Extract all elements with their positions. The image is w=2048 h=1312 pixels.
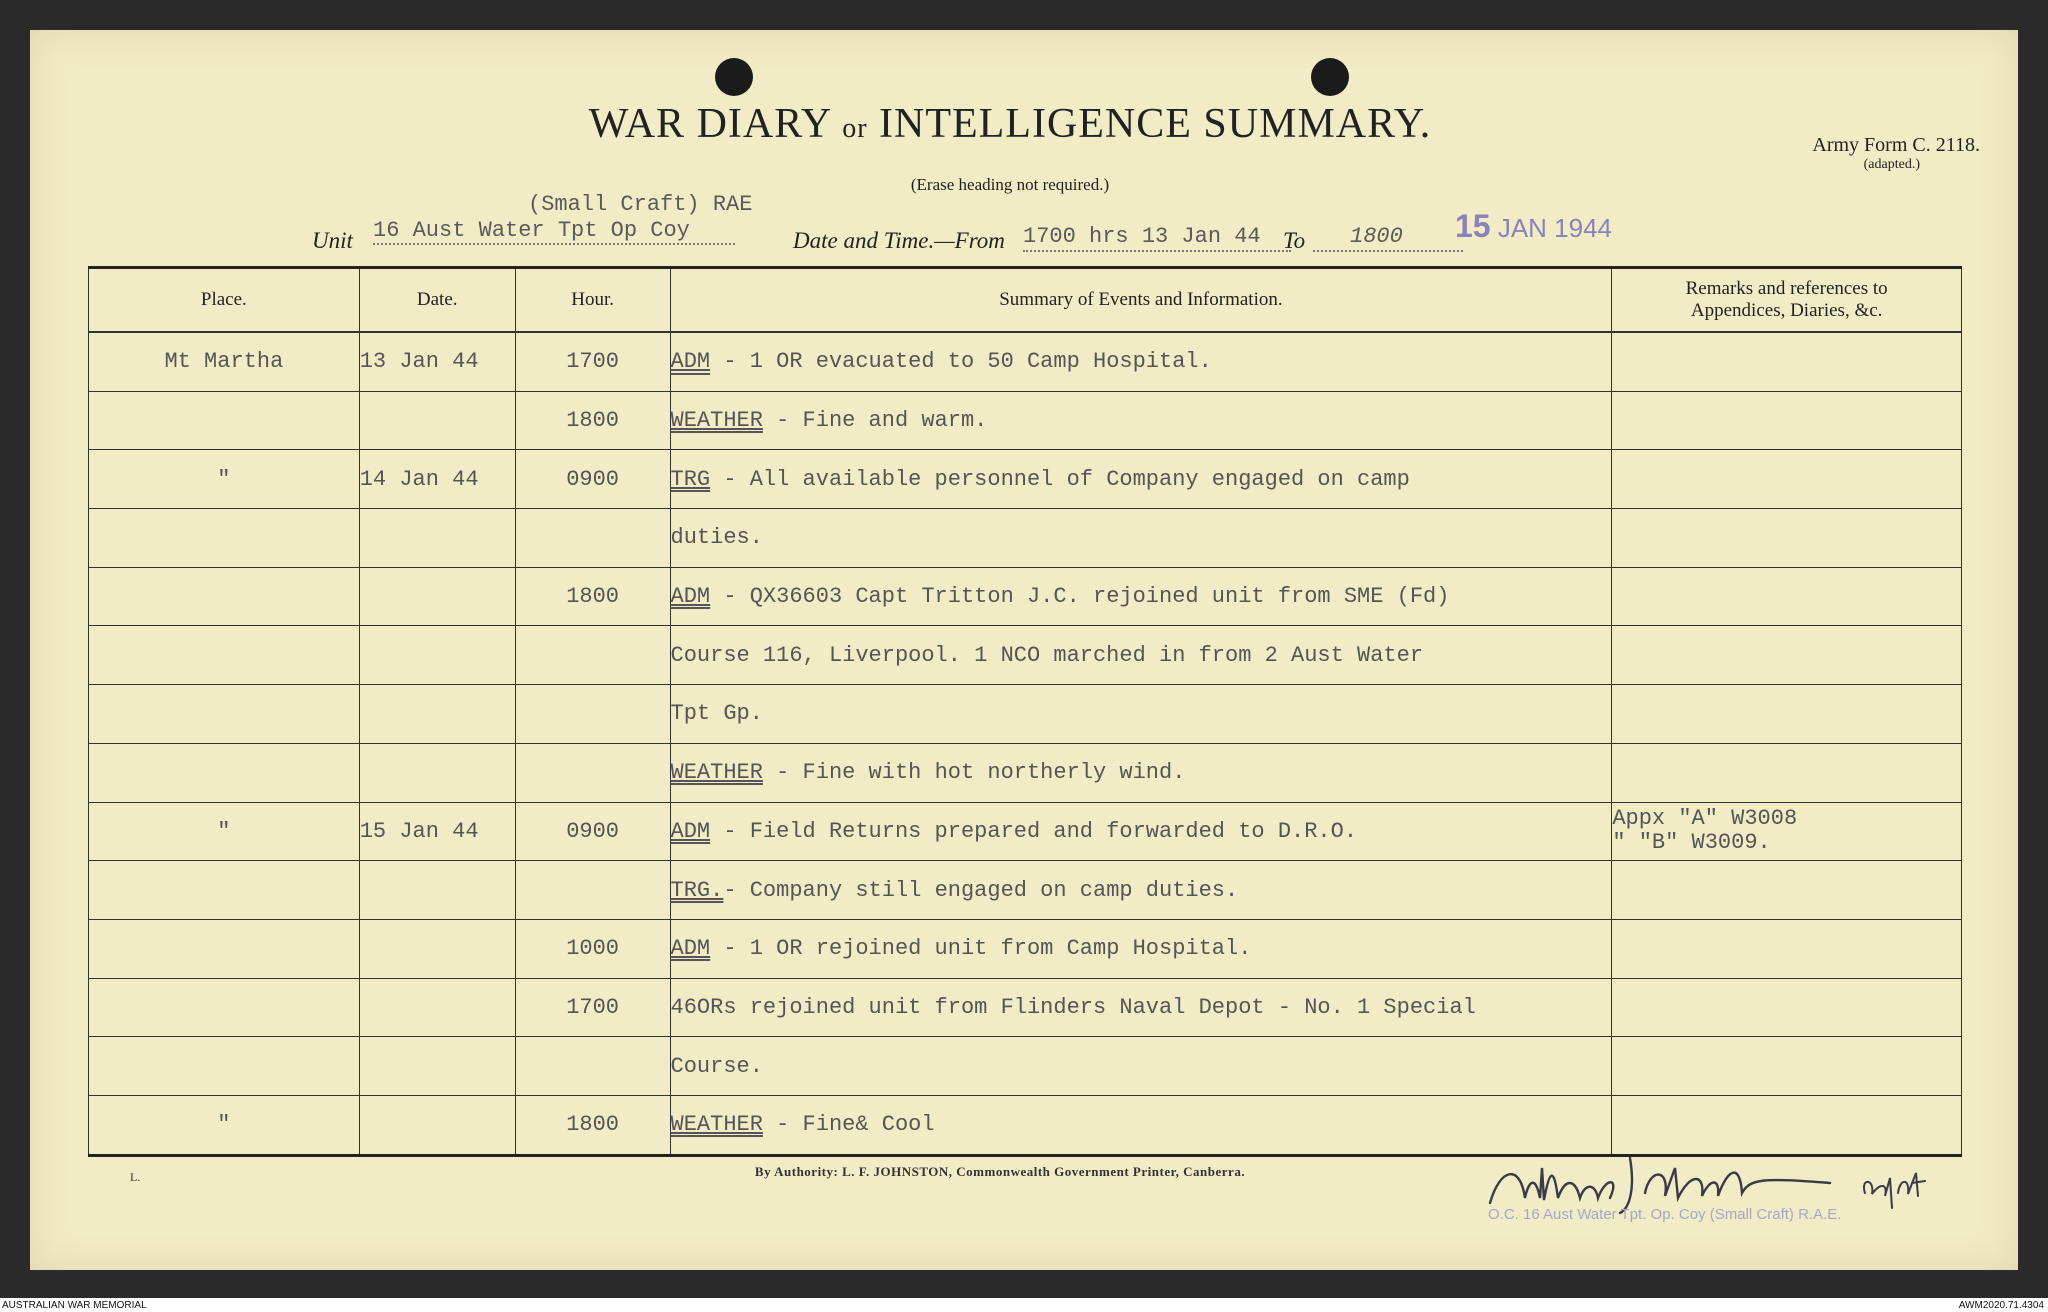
cell-place (89, 978, 360, 1037)
cell-date (359, 1037, 515, 1096)
cell-hour: 1700 (515, 978, 670, 1037)
cell-hour (515, 1037, 670, 1096)
title-war-diary: WAR DIARY (588, 101, 831, 147)
entry-text: duties. (670, 525, 763, 551)
date-stamp-month-year: JAN 1944 (1497, 213, 1613, 243)
cell-summary (670, 743, 1612, 802)
title-intelligence-summary: INTELLIGENCE SUMMARY. (879, 101, 1432, 147)
unit-label: Unit (312, 228, 353, 253)
datetime-to-label: To (1283, 228, 1306, 253)
archive-watermark: AUSTRALIAN WAR MEMORIAL (2, 1300, 147, 1311)
table-row (89, 332, 1962, 391)
punch-hole-left (715, 58, 753, 96)
cell-hour: 1800 (515, 1095, 670, 1155)
table-row (89, 509, 1962, 568)
cell-summary (670, 332, 1612, 391)
entry-text: - Field Returns prepared and forwarded to D.R.O. (710, 818, 1358, 844)
cell-date: 13 Jan 44 (359, 332, 515, 391)
entry-text: - Company still engaged on camp duties. (723, 877, 1239, 903)
cell-summary (670, 978, 1612, 1037)
col-hour-header: Hour. (515, 268, 670, 333)
table-header-row (89, 268, 1962, 333)
cell-remarks (1612, 626, 1962, 685)
entry-category: ADM (670, 818, 711, 844)
cell-remarks (1612, 450, 1962, 509)
entry-text: - Fine& Cool (762, 1112, 935, 1138)
entry-text: - All available personnel of Company engaged on camp (710, 466, 1410, 492)
cell-summary (670, 685, 1612, 744)
cell-date (359, 626, 515, 685)
entry-text: - 1 OR evacuated to 50 Camp Hospital. (710, 349, 1212, 375)
col-place-header: Place. (89, 268, 360, 333)
cell-place (89, 685, 360, 744)
cell-remarks (1612, 802, 1962, 861)
cell-place: Mt Martha (89, 332, 360, 391)
form-mark: L. (130, 1170, 141, 1184)
date-stamp (1455, 208, 1612, 245)
entry-text: - Fine and warm. (762, 408, 988, 434)
datetime-from-line (1023, 250, 1291, 252)
diary-table (88, 266, 1962, 1157)
cell-summary (670, 567, 1612, 626)
cell-remarks (1612, 919, 1962, 978)
entry-category: WEATHER (670, 1112, 763, 1138)
entry-text: - Fine with hot northerly wind. (762, 760, 1186, 786)
cell-place (89, 861, 360, 920)
cell-summary (670, 450, 1612, 509)
datetime-label: Date and Time.—From (793, 228, 1005, 253)
cell-date: 15 Jan 44 (359, 802, 515, 861)
entry-text: Course 116, Liverpool. 1 NCO marched in from 2 Aust Water (670, 642, 1424, 668)
cell-summary (670, 1095, 1612, 1155)
entry-category: WEATHER (670, 408, 763, 434)
cell-date (359, 861, 515, 920)
cell-date (359, 567, 515, 626)
unit-subtitle: (Small Craft) RAE (528, 192, 753, 217)
cell-date (359, 1095, 515, 1155)
table-row (89, 861, 1962, 920)
cell-place (89, 626, 360, 685)
cell-hour (515, 743, 670, 802)
entry-text: Tpt Gp. (670, 701, 763, 727)
entry-category: ADM (670, 936, 711, 962)
cell-place (89, 567, 360, 626)
cell-date (359, 978, 515, 1037)
cell-remarks (1612, 332, 1962, 391)
cell-place: " (89, 450, 360, 509)
col-date-header: Date. (359, 268, 515, 333)
entry-text: 46ORs rejoined unit from Flinders Naval Depot - No. 1 Special (670, 994, 1476, 1020)
unit-value: 16 Aust Water Tpt Op Coy (373, 218, 735, 245)
table-row (89, 978, 1962, 1037)
cell-date (359, 919, 515, 978)
table-row (89, 1095, 1962, 1155)
cell-remarks (1612, 685, 1962, 744)
table-row (89, 802, 1962, 861)
cell-hour: 0900 (515, 450, 670, 509)
cell-hour: 1800 (515, 567, 670, 626)
col-remarks-header (1612, 268, 1962, 333)
col-remarks-header-line1: Remarks and references to (1685, 278, 1888, 299)
datetime-to-line (1313, 250, 1463, 252)
entry-text: - 1 OR rejoined unit from Camp Hospital. (710, 936, 1252, 962)
cell-remarks (1612, 1095, 1962, 1155)
cell-date (359, 685, 515, 744)
table-row (89, 743, 1962, 802)
signature-stamp: O.C. 16 Aust Water Tpt. Op. Coy (Small Craft) R.A.E. (1488, 1206, 1842, 1223)
cell-remarks (1612, 567, 1962, 626)
cell-place: " (89, 802, 360, 861)
cell-remarks (1612, 509, 1962, 568)
archive-reference: AWM2020.71.4304 (1958, 1300, 2044, 1311)
table-row (89, 919, 1962, 978)
entry-text: Course. (670, 1053, 763, 1079)
cell-summary (670, 919, 1612, 978)
cell-place (89, 1037, 360, 1096)
army-form-label (1740, 134, 1980, 173)
cell-place (89, 391, 360, 450)
cell-hour: 1000 (515, 919, 670, 978)
entry-category: ADM (670, 584, 711, 610)
cell-remarks (1612, 978, 1962, 1037)
entry-category: WEATHER (670, 760, 763, 786)
cell-hour (515, 685, 670, 744)
cell-hour (515, 509, 670, 568)
remarks-line: " "B" W3009. (1612, 830, 1771, 856)
cell-remarks (1612, 391, 1962, 450)
cell-hour (515, 626, 670, 685)
cell-date: 14 Jan 44 (359, 450, 515, 509)
punch-hole-right (1311, 58, 1349, 96)
cell-hour: 1800 (515, 391, 670, 450)
cell-summary (670, 626, 1612, 685)
table-row (89, 567, 1962, 626)
page-subtitle: (Erase heading not required.) (910, 175, 1110, 194)
cell-place (89, 919, 360, 978)
col-remarks-header-line2: Appendices, Diaries, &c. (1690, 300, 1883, 321)
cell-summary (670, 861, 1612, 920)
cell-summary (670, 802, 1612, 861)
cell-summary (670, 509, 1612, 568)
cell-hour (515, 861, 670, 920)
printer-authority: By Authority: L. F. JOHNSTON, Commonwealth Government Printer, Canberra. (754, 1164, 1246, 1179)
entry-category: ADM (670, 349, 711, 375)
entry-category: TRG (670, 466, 711, 492)
remarks-line: Appx "A" W3008 (1612, 806, 1798, 832)
cell-hour: 1700 (515, 332, 670, 391)
table-row (89, 626, 1962, 685)
table-row (89, 685, 1962, 744)
page-title (560, 100, 1460, 148)
entry-text: - QX36603 Capt Tritton J.C. rejoined unit from SME (Fd) (710, 584, 1450, 610)
cell-date (359, 391, 515, 450)
army-form-note: (adapted.) (1863, 157, 1920, 172)
table-row (89, 450, 1962, 509)
cell-date (359, 743, 515, 802)
army-form-number: Army Form C. 2118. (1812, 134, 1980, 156)
title-or: or (842, 113, 868, 144)
cell-hour: 0900 (515, 802, 670, 861)
cell-place (89, 743, 360, 802)
table-row (89, 391, 1962, 450)
col-summary-header: Summary of Events and Information. (670, 268, 1612, 333)
cell-remarks (1612, 1037, 1962, 1096)
datetime-to: 1800 (1350, 224, 1403, 249)
cell-summary (670, 1037, 1612, 1096)
cell-date (359, 509, 515, 568)
cell-remarks (1612, 861, 1962, 920)
entry-category: TRG. (670, 877, 724, 903)
cell-place (89, 509, 360, 568)
table-row (89, 1037, 1962, 1096)
date-stamp-day: 15 (1455, 208, 1491, 244)
cell-summary (670, 391, 1612, 450)
cell-remarks (1612, 743, 1962, 802)
cell-place: " (89, 1095, 360, 1155)
datetime-from: 1700 hrs 13 Jan 44 (1023, 224, 1261, 249)
